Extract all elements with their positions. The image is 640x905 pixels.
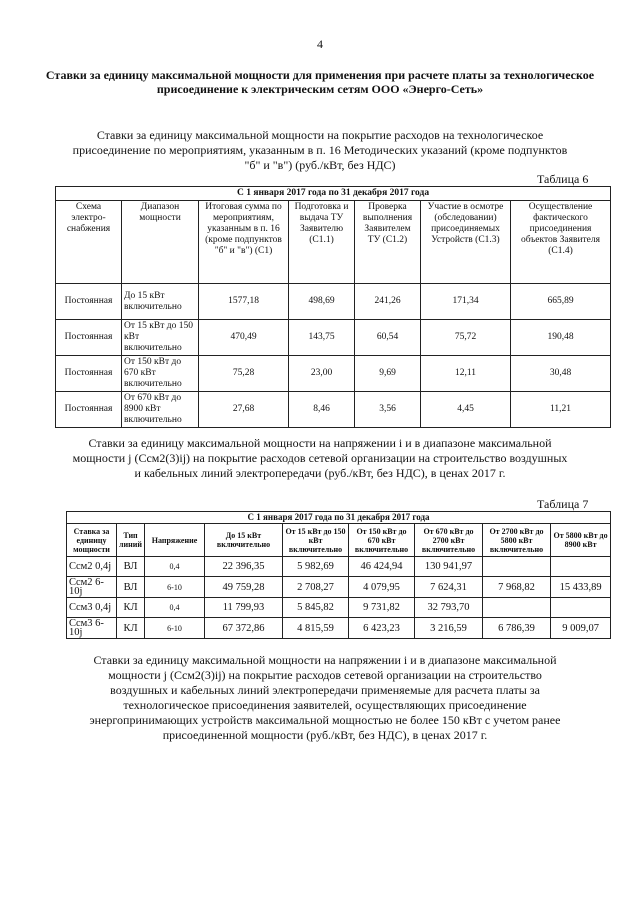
table6-cell: Постоянная bbox=[56, 392, 122, 428]
table7-header-cell: От 150 кВт до 670 кВт включительно bbox=[349, 524, 415, 557]
table7-cell: 7 968,82 bbox=[483, 577, 551, 598]
table6-header-cell: Участие в осмотре (обследовании) присоединяемых Устройств (C1.3) bbox=[421, 201, 511, 284]
table7-cell: Cсм2 0,4j bbox=[67, 557, 117, 577]
table7-cell: ВЛ bbox=[117, 557, 145, 577]
table7-header-cell: Напряжение bbox=[145, 524, 205, 557]
table6-header-cell: Итоговая сумма по мероприятиям, указанным в п. 16 (кроме подпунктов "б" и "в") (C1) bbox=[199, 201, 289, 284]
table7-cell: 6-10 bbox=[145, 577, 205, 598]
table7-label: Таблица 7 bbox=[537, 497, 589, 511]
table7-cell: 9 731,82 bbox=[349, 598, 415, 618]
table7-header-cell: От 670 кВт до 2700 кВт включительно bbox=[415, 524, 483, 557]
table6-cell: 30,48 bbox=[511, 356, 611, 392]
table7-cell bbox=[551, 557, 611, 577]
table-row bbox=[56, 320, 611, 356]
table6-caption: С 1 января 2017 года по 31 декабря 2017 года bbox=[56, 187, 611, 201]
table7-cell: 0,4 bbox=[145, 557, 205, 577]
table7-cell: 5 845,82 bbox=[283, 598, 349, 618]
table6-cell: 23,00 bbox=[289, 356, 355, 392]
table6-cell: 665,89 bbox=[511, 284, 611, 320]
table6-cell: 241,26 bbox=[355, 284, 421, 320]
table7-cell: 6-10 bbox=[145, 618, 205, 639]
table6-header-cell: Проверка выполнения Заявителем ТУ (C1.2) bbox=[355, 201, 421, 284]
table7-header-cell: Тип линий bbox=[117, 524, 145, 557]
table7-cell: 49 759,28 bbox=[205, 577, 283, 598]
table-6 bbox=[55, 186, 611, 428]
table6-cell: 4,45 bbox=[421, 392, 511, 428]
table7-cell: 32 793,70 bbox=[415, 598, 483, 618]
table6-header-cell: Подготовка и выдача ТУ Заявителю (C1.1) bbox=[289, 201, 355, 284]
table6-cell: 11,21 bbox=[511, 392, 611, 428]
table-row bbox=[67, 557, 611, 577]
table7-cell: 3 216,59 bbox=[415, 618, 483, 639]
table7-cell bbox=[483, 598, 551, 618]
table7-cell: ВЛ bbox=[117, 577, 145, 598]
table6-cell: 171,34 bbox=[421, 284, 511, 320]
document-title: Ставки за единицу максимальной мощности для применения при расчете платы за технологическое присоединение к электрическим сетям ООО «Энерго-Сеть» bbox=[45, 68, 595, 96]
table6-cell: 143,75 bbox=[289, 320, 355, 356]
table6-cell: 60,54 bbox=[355, 320, 421, 356]
table7-cell: 9 009,07 bbox=[551, 618, 611, 639]
table7-cell: 4 079,95 bbox=[349, 577, 415, 598]
table7-header-cell: От 15 кВт до 150 кВт включительно bbox=[283, 524, 349, 557]
table7-cell: 22 396,35 bbox=[205, 557, 283, 577]
table7-cell: 15 433,89 bbox=[551, 577, 611, 598]
table6-cell: Постоянная bbox=[56, 356, 122, 392]
table7-cell: Cсм3 0,4j bbox=[67, 598, 117, 618]
table-row bbox=[56, 392, 611, 428]
table6-cell: Постоянная bbox=[56, 320, 122, 356]
table7-header-cell: Ставка за единицу мощности bbox=[67, 524, 117, 557]
table7-cell: 67 372,86 bbox=[205, 618, 283, 639]
table6-cell: 498,69 bbox=[289, 284, 355, 320]
table6-cell: 1577,18 bbox=[199, 284, 289, 320]
table7-cell: Cсм2 6-10j bbox=[67, 577, 117, 598]
table6-cell: 12,11 bbox=[421, 356, 511, 392]
table7-cell bbox=[551, 598, 611, 618]
table7-cell: 130 941,97 bbox=[415, 557, 483, 577]
table7-cell bbox=[483, 557, 551, 577]
table7-cell: 7 624,31 bbox=[415, 577, 483, 598]
table7-cell: 6 423,23 bbox=[349, 618, 415, 639]
table-row bbox=[67, 598, 611, 618]
table6-description: Ставки за единицу максимальной мощности на покрытие расходов на технологическое присоединение по мероприятиям, указанным в п. 16 Методических указаний (кроме подпунктов "б" и "в") (руб./кВт, без НДС) bbox=[72, 128, 568, 172]
table7-header-cell: До 15 кВт включительно bbox=[205, 524, 283, 557]
table6-cell: 27,68 bbox=[199, 392, 289, 428]
table-row bbox=[56, 284, 611, 320]
table6-cell: От 670 кВт до 8900 кВт включительно bbox=[122, 392, 199, 428]
table6-header-cell: Диапазон мощности bbox=[122, 201, 199, 284]
table-row bbox=[67, 577, 611, 598]
table6-cell: 3,56 bbox=[355, 392, 421, 428]
table7-cell: 0,4 bbox=[145, 598, 205, 618]
table8-description: Ставки за единицу максимальной мощности на напряжении i и в диапазоне максимальной мощности j (Cсм2(3)ij) на покрытие расходов сетевой организации на строительство воздушных и кабельных линий электропередачи применяемые для расчета платы за технологическое присоединения заявителей, осуществляющих присоединение энергопринимающих устройств максимальной мощностью не более 150 кВт с учетом ранее присоединенной мощности (руб./кВт, без НДС), в ценах 2017 г. bbox=[89, 653, 561, 742]
table7-cell: 46 424,94 bbox=[349, 557, 415, 577]
table7-cell: 5 982,69 bbox=[283, 557, 349, 577]
table6-header-cell: Схема электро-снабжения bbox=[56, 201, 122, 284]
table7-header-cell: От 5800 кВт до 8900 кВт bbox=[551, 524, 611, 557]
table6-header-cell: Осуществление фактического присоединения объектов Заявителя (C1.4) bbox=[511, 201, 611, 284]
table7-cell: Cсм3 6-10j bbox=[67, 618, 117, 639]
table7-cell: 11 799,93 bbox=[205, 598, 283, 618]
table7-description: Ставки за единицу максимальной мощности на напряжении i и в диапазоне максимальной мощности j (Cсм2(3)ij) на покрытие расходов сетевой организации на строительство воздушных и кабельных линий электропередачи (руб./кВт, без НДС), в ценах 2017 г. bbox=[72, 436, 568, 480]
table6-cell: От 15 кВт до 150 кВт включительно bbox=[122, 320, 199, 356]
table-7 bbox=[66, 511, 611, 639]
table6-label: Таблица 6 bbox=[537, 172, 589, 186]
table-row bbox=[56, 356, 611, 392]
table6-cell: 75,72 bbox=[421, 320, 511, 356]
table7-cell: 6 786,39 bbox=[483, 618, 551, 639]
table6-cell: 190,48 bbox=[511, 320, 611, 356]
table7-caption: С 1 января 2017 года по 31 декабря 2017 года bbox=[67, 512, 611, 524]
table6-cell: 9,69 bbox=[355, 356, 421, 392]
table6-cell: 8,46 bbox=[289, 392, 355, 428]
table6-cell: 470,49 bbox=[199, 320, 289, 356]
table7-cell: КЛ bbox=[117, 598, 145, 618]
table6-cell: 75,28 bbox=[199, 356, 289, 392]
table-row bbox=[67, 618, 611, 639]
table6-cell: Постоянная bbox=[56, 284, 122, 320]
table6-cell: До 15 кВт включительно bbox=[122, 284, 199, 320]
page-number: 4 bbox=[317, 37, 323, 51]
table7-header-cell: От 2700 кВт до 5800 кВт включительно bbox=[483, 524, 551, 557]
table7-cell: 2 708,27 bbox=[283, 577, 349, 598]
table6-cell: От 150 кВт до 670 кВт включительно bbox=[122, 356, 199, 392]
table7-cell: 4 815,59 bbox=[283, 618, 349, 639]
table7-cell: КЛ bbox=[117, 618, 145, 639]
